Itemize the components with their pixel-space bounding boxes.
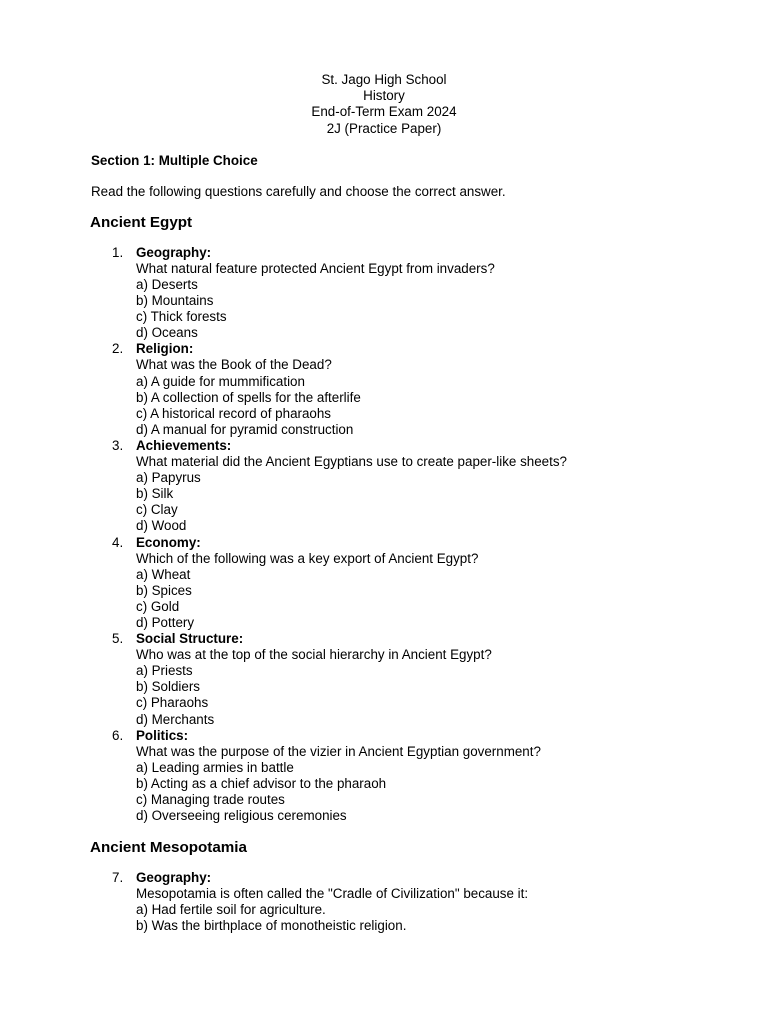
question-topic: Politics: <box>136 727 189 743</box>
answer-option: b) Spices <box>136 582 192 598</box>
question-number: 5. <box>112 631 124 647</box>
answer-option: d) Overseeing religious ceremonies <box>136 808 347 824</box>
answer-option: c) Managing trade routes <box>136 792 285 807</box>
answer-option: a) Had fertile soil for agriculture. <box>136 902 326 918</box>
answer-option: b) Mountains <box>136 293 214 309</box>
school-name: St. Jago High School <box>321 72 447 87</box>
question-item <box>0 341 768 438</box>
answer-option: d) Oceans <box>136 325 198 341</box>
answer-option: c) Pharaohs <box>136 695 209 711</box>
instructions: Read the following questions carefully and choose the correct answer. <box>91 183 506 199</box>
question-number: 7. <box>112 870 124 886</box>
topic-heading: Ancient Mesopotamia <box>90 839 247 857</box>
answer-option: d) Merchants <box>136 711 215 727</box>
question-list <box>0 870 768 934</box>
question-text: Which of the following was a key export of Ancient Egypt? <box>136 550 479 566</box>
question-item <box>0 245 768 342</box>
question-text: What was the purpose of the vizier in Ancient Egyptian government? <box>136 743 541 759</box>
question-topic: Achievements: <box>136 437 232 453</box>
answer-option: d) A manual for pyramid construction <box>136 421 354 437</box>
answer-option: c) A historical record of pharaohs <box>136 405 332 421</box>
question-number: 3. <box>112 437 124 453</box>
answer-option: b) Silk <box>136 486 174 502</box>
answer-option: a) Leading armies in battle <box>136 759 294 775</box>
question-number: 1. <box>112 244 124 260</box>
answer-option: d) Pottery <box>136 614 195 630</box>
topic-heading: Ancient Egypt <box>90 213 193 231</box>
exam-title: End-of-Term Exam 2024 <box>311 104 457 120</box>
answer-option: c) Clay <box>136 502 178 518</box>
question-topic: Economy: <box>136 534 201 550</box>
answer-option: a) Priests <box>136 663 193 679</box>
paper-label: 2J (Practice Paper) <box>326 120 442 136</box>
question-number: 4. <box>112 534 124 550</box>
question-list <box>0 245 768 824</box>
answer-option: b) Acting as a chief advisor to the pharaoh <box>136 775 387 791</box>
question-item <box>0 438 768 535</box>
question-text: What was the Book of the Dead? <box>136 357 332 373</box>
question-item <box>0 535 768 632</box>
answer-option: b) Was the birthplace of monotheistic religion. <box>136 918 407 934</box>
answer-option: a) Deserts <box>136 277 198 292</box>
exam-header <box>0 72 768 137</box>
question-topic: Social Structure: <box>136 631 244 647</box>
question-item <box>0 870 768 934</box>
question-number: 6. <box>112 727 124 743</box>
answer-option: a) Wheat <box>136 566 191 582</box>
topics-container <box>0 214 768 935</box>
question-text: What material did the Ancient Egyptians use to create paper-like sheets? <box>136 454 567 470</box>
question-number: 2. <box>112 341 124 357</box>
question-item <box>0 631 768 728</box>
answer-option: a) Papyrus <box>136 470 201 486</box>
question-text: What natural feature protected Ancient Egypt from invaders? <box>136 260 495 276</box>
answer-option: c) Gold <box>136 598 180 614</box>
question-topic: Geography: <box>136 870 212 886</box>
question-item <box>0 728 768 825</box>
answer-option: b) Soldiers <box>136 679 201 695</box>
section-title: Section 1: Multiple Choice <box>91 152 258 168</box>
question-topic: Geography: <box>136 244 212 260</box>
question-topic: Religion: <box>136 341 194 357</box>
question-text: Mesopotamia is often called the "Cradle of Civilization" because it: <box>136 886 529 902</box>
answer-option: d) Wood <box>136 518 187 534</box>
question-text: Who was at the top of the social hierarchy in Ancient Egypt? <box>136 647 492 663</box>
subject-name: History <box>363 88 405 104</box>
answer-option: b) A collection of spells for the afterlife <box>136 389 361 405</box>
answer-option: c) Thick forests <box>136 309 227 325</box>
answer-option: a) A guide for mummification <box>136 373 305 389</box>
